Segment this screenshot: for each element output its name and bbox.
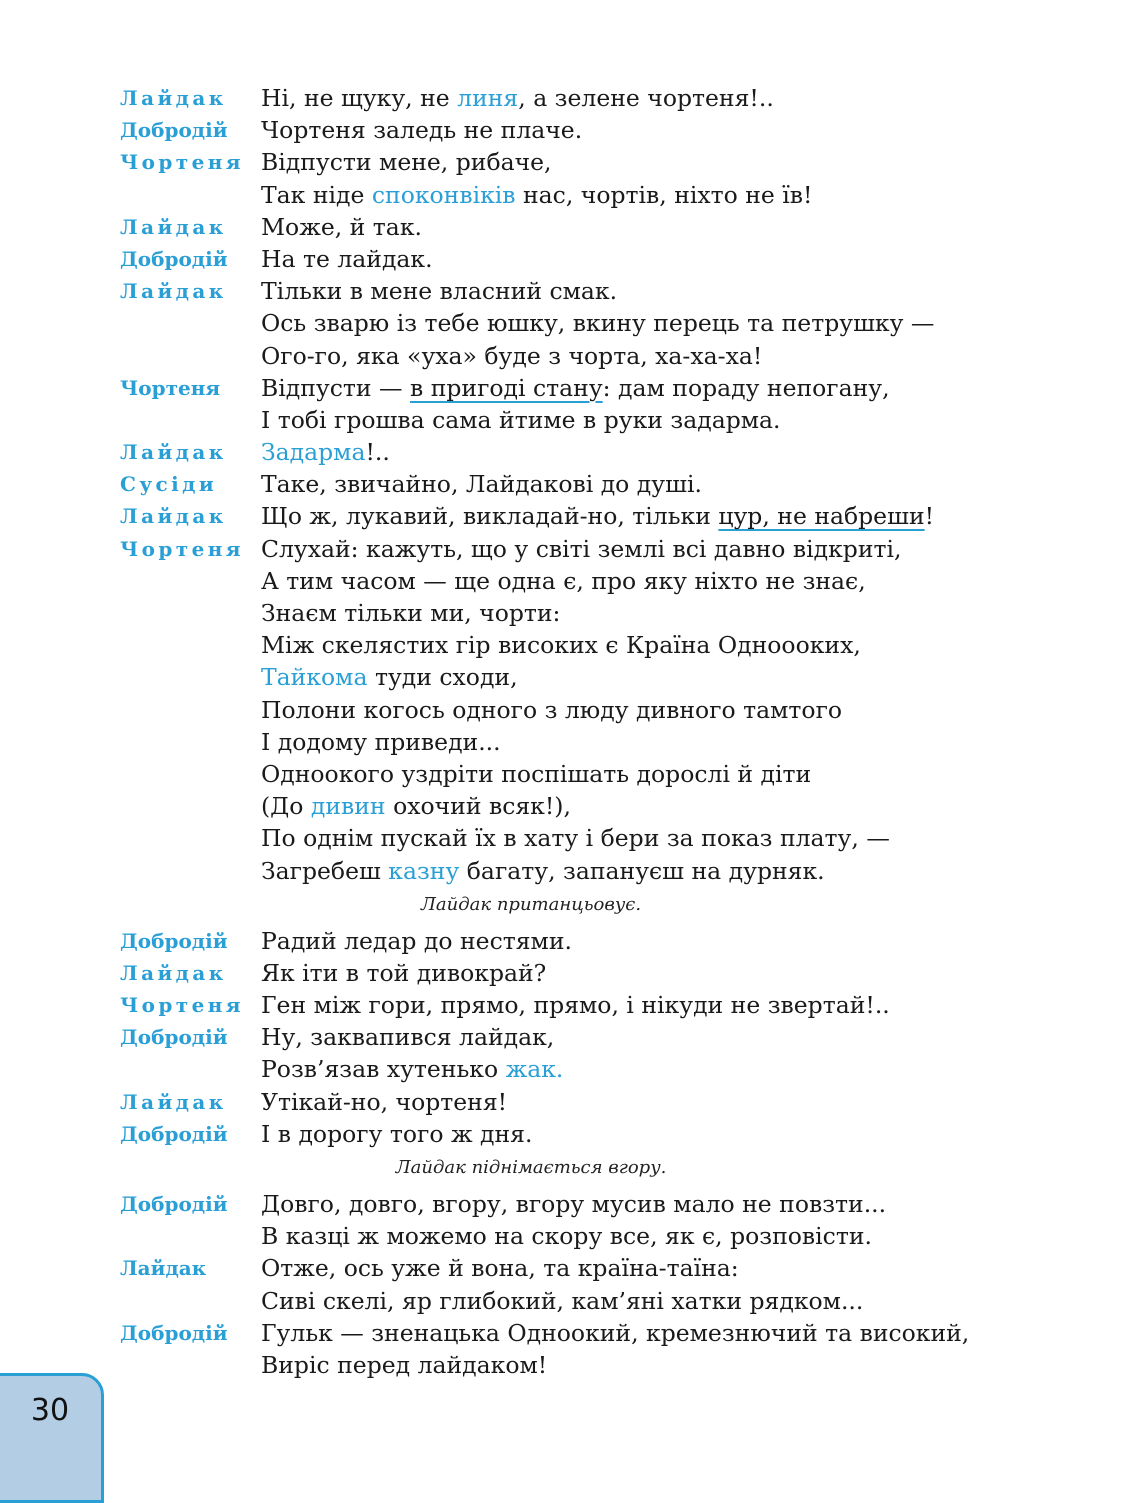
- dialogue-line: [261, 468, 702, 500]
- dialogue-line: [261, 82, 774, 114]
- line-text: По однім пускай їх в хату і бери за показ плату, —: [261, 824, 890, 853]
- dialogue-line: [261, 694, 842, 726]
- line-text: нас, чортів, ніхто не їв!: [515, 180, 813, 209]
- line-text: Гульк — зненацька Одноокий, кремезнючий та високий,: [261, 1318, 970, 1347]
- dialogue-line: [261, 243, 433, 275]
- glossary-word: казну: [388, 856, 460, 885]
- glossary-word: Задарма: [261, 438, 366, 467]
- speaker-name: Добродій: [120, 118, 228, 143]
- play-text: [0, 82, 1133, 1381]
- speaker-name: Чортеня: [120, 993, 244, 1018]
- dialogue-line: [261, 533, 901, 565]
- dialogue-row: [0, 114, 1133, 146]
- dialogue-line: [261, 275, 617, 307]
- dialogue-row: [0, 661, 1133, 693]
- dialogue-row: [0, 436, 1133, 468]
- line-text: Отже, ось уже й вона, та країна-таїна:: [261, 1254, 739, 1283]
- stage-direction-text: Лайдак піднімається вгору.: [395, 1157, 667, 1178]
- dialogue-line: [261, 1317, 969, 1349]
- dialogue-line: [261, 758, 811, 790]
- line-text: !..: [365, 438, 390, 467]
- line-text: Ну, заквапився лайдак,: [261, 1023, 555, 1052]
- line-text: Між скелястих гір високих є Країна Одноооких,: [261, 631, 861, 660]
- line-text: Таке, звичайно, Лайдакові до душі.: [261, 470, 702, 499]
- speaker-name: Чортеня: [120, 536, 244, 561]
- dialogue-line: [261, 436, 390, 468]
- dialogue-row: [0, 404, 1133, 436]
- page-number: 30: [30, 1393, 70, 1428]
- line-text: І в дорогу того ж дня.: [261, 1119, 533, 1148]
- dialogue-row: [0, 275, 1133, 307]
- dialogue-line: [261, 179, 812, 211]
- line-text: І тобі грошва сама йтиме в руки задарма.: [261, 405, 781, 434]
- speaker-name: Лайдак: [120, 1089, 227, 1114]
- line-text: Відпусти мене, рибаче,: [261, 148, 552, 177]
- dialogue-row: [0, 1220, 1133, 1252]
- dialogue-line: [261, 1220, 872, 1252]
- dialogue-line: [261, 989, 890, 1021]
- dialogue-row: [0, 468, 1133, 500]
- dialogue-line: [261, 629, 861, 661]
- line-text: Загребеш: [261, 856, 389, 885]
- dialogue-row: [0, 1053, 1133, 1085]
- dialogue-line: [261, 1188, 886, 1220]
- line-text: Відпусти —: [261, 373, 411, 402]
- dialogue-line: [261, 726, 501, 758]
- speaker-name: Лайдак: [120, 440, 227, 465]
- line-text: туди сходи,: [367, 663, 518, 692]
- line-text: : дам пораду непогану,: [602, 373, 890, 402]
- line-text: Виріс перед лайдаком!: [261, 1350, 548, 1379]
- dialogue-line: [261, 500, 934, 532]
- dialogue-line: [261, 1349, 547, 1381]
- dialogue-line: [261, 822, 890, 854]
- dialogue-row: [0, 500, 1133, 532]
- dialogue-row: [0, 82, 1133, 114]
- speaker-name: Добродій: [120, 246, 228, 271]
- line-text: Утікай-но, чортеня!: [261, 1087, 508, 1116]
- line-text: Так ніде: [261, 180, 372, 209]
- dialogue-row: [0, 629, 1133, 661]
- dialogue-line: [261, 1021, 554, 1053]
- speaker-name: Чортеня: [120, 375, 221, 400]
- dialogue-row: [0, 726, 1133, 758]
- line-text: Сиві скелі, яр глибокий, кам’яні хатки рядком...: [261, 1286, 864, 1315]
- dialogue-line: [261, 661, 518, 693]
- dialogue-line: [261, 372, 890, 404]
- speaker-name: Лайдак: [120, 1256, 207, 1281]
- dialogue-row: [0, 822, 1133, 854]
- dialogue-line: [261, 1118, 532, 1150]
- dialogue-row: [0, 179, 1133, 211]
- underlined-phrase: цур, не набреши: [718, 502, 925, 531]
- line-text: Радий ледар до нестями.: [261, 926, 572, 955]
- dialogue-row: [0, 1252, 1133, 1284]
- dialogue-row: [0, 597, 1133, 629]
- line-text: Що ж, лукавий, викладай-но, тільки: [261, 502, 719, 531]
- dialogue-line: [261, 855, 825, 887]
- dialogue-line: [261, 340, 762, 372]
- line-text: Тільки в мене власний смак.: [261, 277, 618, 306]
- dialogue-row: [0, 243, 1133, 275]
- dialogue-row: [0, 1349, 1133, 1381]
- stage-direction-text: Лайдак пританцьовує.: [420, 893, 642, 915]
- speaker-name: Добродій: [120, 1121, 228, 1146]
- line-text: охочий всяк!),: [385, 792, 571, 821]
- line-text: Ого-го, яка «уха» буде з чорта, ха-ха-ха!: [261, 341, 763, 370]
- dialogue-line: [261, 211, 422, 243]
- dialogue-line: [261, 1285, 863, 1317]
- dialogue-line: [261, 957, 546, 989]
- glossary-word: линя: [457, 84, 519, 112]
- speaker-name: Лайдак: [120, 960, 227, 985]
- line-text: Одноокого уздріти поспішать дорослі й діти: [261, 759, 812, 788]
- stage-direction: [0, 887, 1133, 925]
- dialogue-line: [261, 114, 582, 146]
- line-text: Розв’язав хутенько: [261, 1055, 506, 1084]
- line-text: , а зелене чортеня!..: [518, 84, 774, 112]
- speaker-name: Добродій: [120, 928, 228, 953]
- line-text: Ось зварю із тебе юшку, вкину перець та петрушку —: [261, 309, 935, 338]
- dialogue-line: [261, 565, 866, 597]
- dialogue-row: [0, 758, 1133, 790]
- dialogue-row: [0, 790, 1133, 822]
- line-text: Може, й так.: [261, 212, 422, 241]
- dialogue-row: [0, 925, 1133, 957]
- line-text: І додому приведи...: [261, 727, 501, 756]
- speaker-name: Лайдак: [120, 504, 227, 529]
- line-text: Знаєм тільки ми, чорти:: [261, 599, 561, 627]
- dialogue-row: [0, 1188, 1133, 1220]
- dialogue-row: [0, 1317, 1133, 1349]
- line-text: Слухай: кажуть, що у світі землі всі давно відкриті,: [261, 534, 902, 563]
- dialogue-line: [261, 1252, 739, 1284]
- dialogue-line: [261, 790, 571, 822]
- glossary-word: дивин: [310, 792, 386, 821]
- underlined-phrase: в пригоді стану: [410, 373, 603, 402]
- line-text: (До: [261, 792, 311, 821]
- dialogue-row: [0, 957, 1133, 989]
- dialogue-row: [0, 307, 1133, 339]
- dialogue-row: [0, 340, 1133, 372]
- line-text: Як іти в той дивокрай?: [261, 958, 547, 987]
- speaker-name: Добродій: [120, 1320, 228, 1345]
- dialogue-row: [0, 372, 1133, 404]
- dialogue-row: [0, 989, 1133, 1021]
- dialogue-row: [0, 1086, 1133, 1118]
- dialogue-line: [261, 404, 781, 436]
- dialogue-row: [0, 533, 1133, 565]
- dialogue-row: [0, 565, 1133, 597]
- dialogue-row: [0, 694, 1133, 726]
- line-text: Ні, не щуку, не: [261, 84, 458, 112]
- speaker-name: Добродій: [120, 1192, 228, 1216]
- dialogue-row: [0, 855, 1133, 887]
- glossary-word: жак.: [505, 1055, 564, 1084]
- line-text: !: [924, 502, 935, 531]
- speaker-name: Лайдак: [120, 214, 227, 239]
- line-text: багату, запануєш на дурняк.: [459, 856, 825, 885]
- speaker-name: Лайдак: [120, 279, 227, 304]
- line-text: А тим часом — ще одна є, про яку ніхто не знає,: [261, 566, 866, 595]
- line-text: Ген між гори, прямо, прямо, і нікуди не звертай!..: [261, 991, 890, 1020]
- stage-direction: [0, 1150, 1133, 1188]
- line-text: Полони когось одного з люду дивного тамтого: [261, 695, 843, 724]
- glossary-word: споконвіків: [371, 180, 516, 209]
- line-text: В казці ж можемо на скору все, як є, розповісти.: [261, 1222, 872, 1251]
- glossary-word: Тайкома: [261, 663, 368, 692]
- dialogue-line: [261, 307, 934, 339]
- dialogue-line: [261, 597, 560, 629]
- line-text: На те лайдак.: [261, 244, 433, 273]
- speaker-name: Лайдак: [120, 86, 227, 110]
- dialogue-row: [0, 1285, 1133, 1317]
- dialogue-row: [0, 211, 1133, 243]
- dialogue-row: [0, 1021, 1133, 1053]
- line-text: Довго, довго, вгору, вгору мусив мало не повзти...: [261, 1190, 887, 1218]
- speaker-name: Чортеня: [120, 150, 244, 175]
- speaker-name: Сусіди: [120, 472, 218, 497]
- dialogue-line: [261, 925, 572, 957]
- dialogue-line: [261, 1086, 507, 1118]
- dialogue-line: [261, 1053, 563, 1085]
- dialogue-row: [0, 146, 1133, 178]
- speaker-name: Добродій: [120, 1025, 228, 1050]
- line-text: Чортеня заледь не плаче.: [261, 116, 583, 145]
- dialogue-row: [0, 1118, 1133, 1150]
- dialogue-line: [261, 146, 552, 178]
